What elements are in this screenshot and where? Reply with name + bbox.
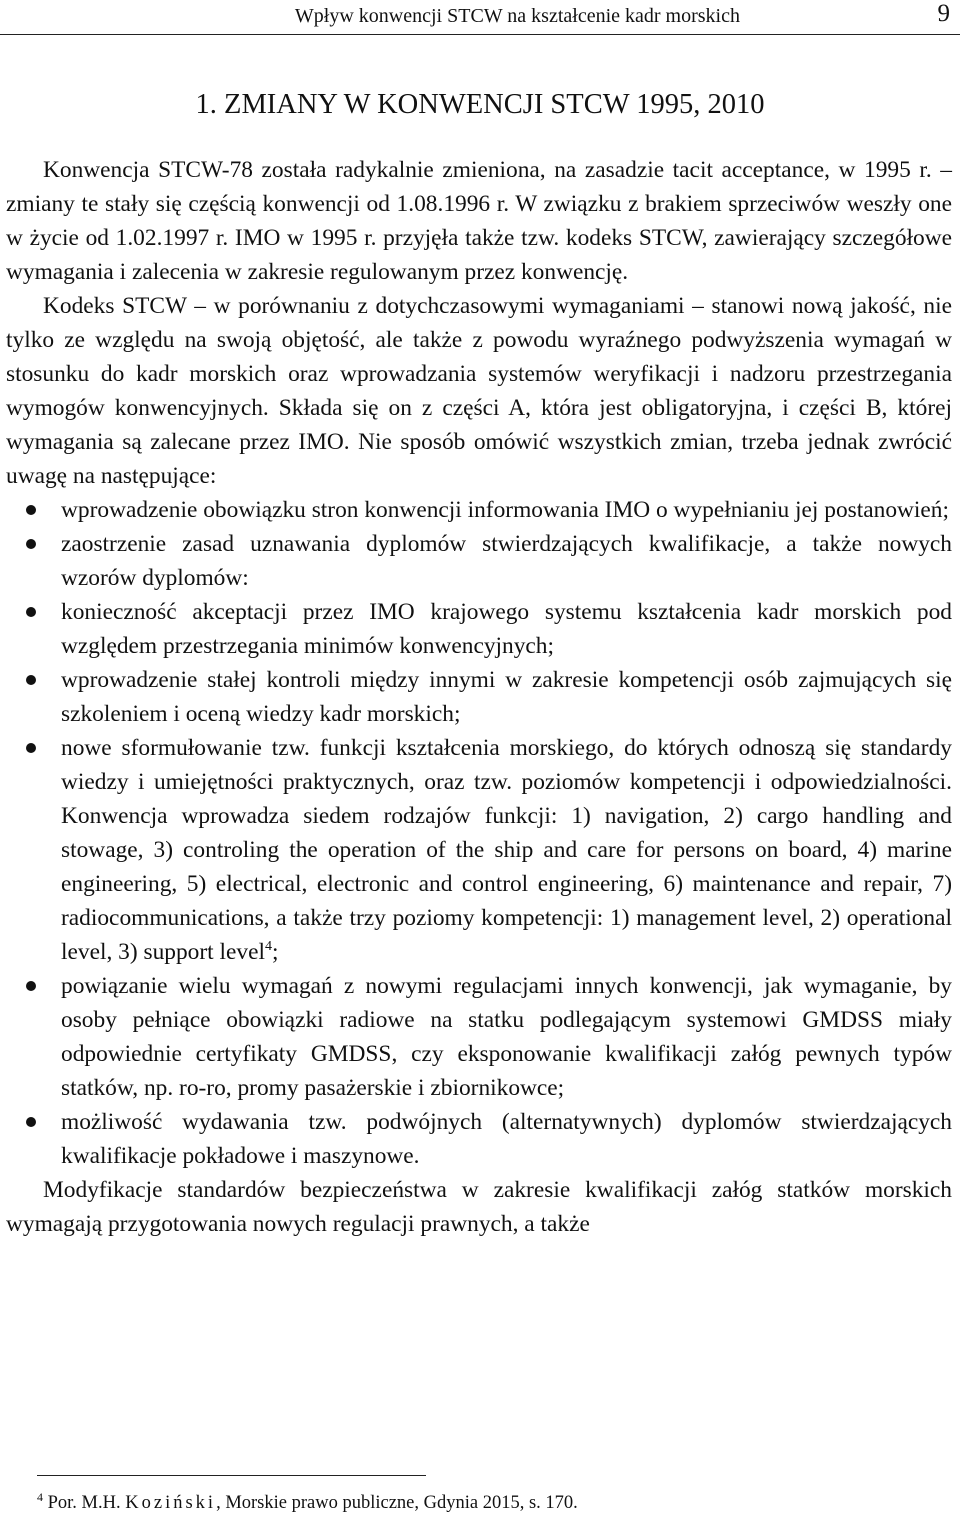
paragraph-code: Kodeks STCW – w porównaniu z dotychczasowymi wymaganiami – stanowi nową jakość, nie tylko ze względu na swoją objętość, ale także z powodu wyraźnego podwyższenia wymagań w stosunku do kadr morskich oraz wprowadzania systemów weryfikacji i nadzoru przestrzegania wymogów konwencyjnych. Składa się on z części A, która jest obligatoryjna, i części B, której wymagania są zalecane przez IMO. Nie sposób omówić wszystkich zmian, trzeba jednak zwrócić uwagę na następujące: xyxy=(6,293,952,489)
list-item xyxy=(6,527,952,595)
bullet-icon xyxy=(26,675,36,685)
list-item xyxy=(6,1105,952,1173)
list-item-text: nowe sformułowanie tzw. funkcji kształcenia morskiego, do których odnoszą się standardy wiedzy i umiejętności praktycznych, oraz tzw. poziomów kompetencji i odpowiedzialności. Konwencja wprowadza siedem rodzajów funkcji: 1) navigation, 2) cargo handling and stowage, 3) controling the operation of the ship and care for persons on board, 4) marine engineering, 5) electrical, electronic and control engineering, 6) maintenance and repair, 7) radiocommunications, a także trzy poziomy kompetencji: 1) management level, 2) operational level, 3) support level xyxy=(61,735,952,965)
bullet-icon xyxy=(26,981,36,991)
list-item xyxy=(6,731,952,969)
bullet-icon xyxy=(26,505,36,515)
list-item-text: konieczność akceptacji przez IMO krajowego systemu kształcenia kadr morskich pod względem przestrzegania minimów konwencyjnych; xyxy=(61,599,952,659)
list-item-text: wprowadzenie stałej kontroli między innymi w zakresie kompetencji osób zajmujących się szkoleniem i oceną wiedzy kadr morskich; xyxy=(61,667,952,727)
running-title: Wpływ konwencji STCW na kształcenie kadr morskich xyxy=(294,5,740,27)
body-text xyxy=(6,153,952,1241)
footnote-divider xyxy=(37,1475,426,1476)
list-item xyxy=(6,663,952,731)
footnote-ref: 4 xyxy=(264,939,272,954)
paragraph-modifications: Modyfikacje standardów bezpieczeństwa w zakresie kwalifikacji załóg statków morskich wymagają przygotowania nowych regulacji prawnych, a także xyxy=(6,1177,952,1237)
footnote xyxy=(37,1490,578,1516)
list-item xyxy=(6,493,952,527)
running-header xyxy=(0,0,960,35)
changes-list xyxy=(6,493,952,1173)
list-item-text: możliwość wydawania tzw. podwójnych (alternatywnych) dyplomów stwierdzających kwalifikacje pokładowe i maszynowe. xyxy=(61,1109,952,1169)
page-number: 9 xyxy=(937,0,950,27)
bullet-icon xyxy=(26,539,36,549)
section-title: 1. ZMIANY W KONWENCJI STCW 1995, 2010 xyxy=(195,89,765,120)
list-item-text: wprowadzenie obowiązku stron konwencji informowania IMO o wypełnianiu jej postanowień; xyxy=(61,497,949,523)
bullet-icon xyxy=(26,607,36,617)
footnote-number: 4 xyxy=(37,1490,43,1504)
list-item-tail: ; xyxy=(271,939,279,965)
footnote-prefix: Por. M.H. xyxy=(47,1493,126,1513)
list-item xyxy=(6,969,952,1105)
list-item-text: zaostrzenie zasad uznawania dyplomów stwierdzających kwalifikacje, a także nowych wzorów dyplomów: xyxy=(61,531,952,591)
paragraph-intro: Konwencja STCW-78 została radykalnie zmieniona, na zasadzie tacit acceptance, w 1995 r. – zmiany te stały się częścią konwencji od 1.08.1996 r. W związku z brakiem sprzeciwów weszły one w życie od 1.02.1997 r. IMO w 1995 r. przyjęła także tzw. kodeks STCW, zawierający szczegółowe wymagania i zalecenia w zakresie regulowanym przez konwencję. xyxy=(6,157,952,285)
list-item-text: powiązanie wielu wymagań z nowymi regulacjami innych konwencji, jak wymaganie, by osoby pełniące obowiązki radiowe na statku podlegającym systemowi GMDSS miały odpowiednie certyfikaty GMDSS, czy eksponowanie kwalifikacji załóg pewnych typów statków, np. ro-ro, promy pasażerskie i zbiornikowce; xyxy=(61,973,952,1101)
bullet-icon xyxy=(26,743,36,753)
bullet-icon xyxy=(26,1117,36,1127)
footnote-author: Koziński xyxy=(125,1493,217,1513)
footnote-rest: , Morskie prawo publiczne, Gdynia 2015, s. 170. xyxy=(216,1493,578,1513)
list-item xyxy=(6,595,952,663)
